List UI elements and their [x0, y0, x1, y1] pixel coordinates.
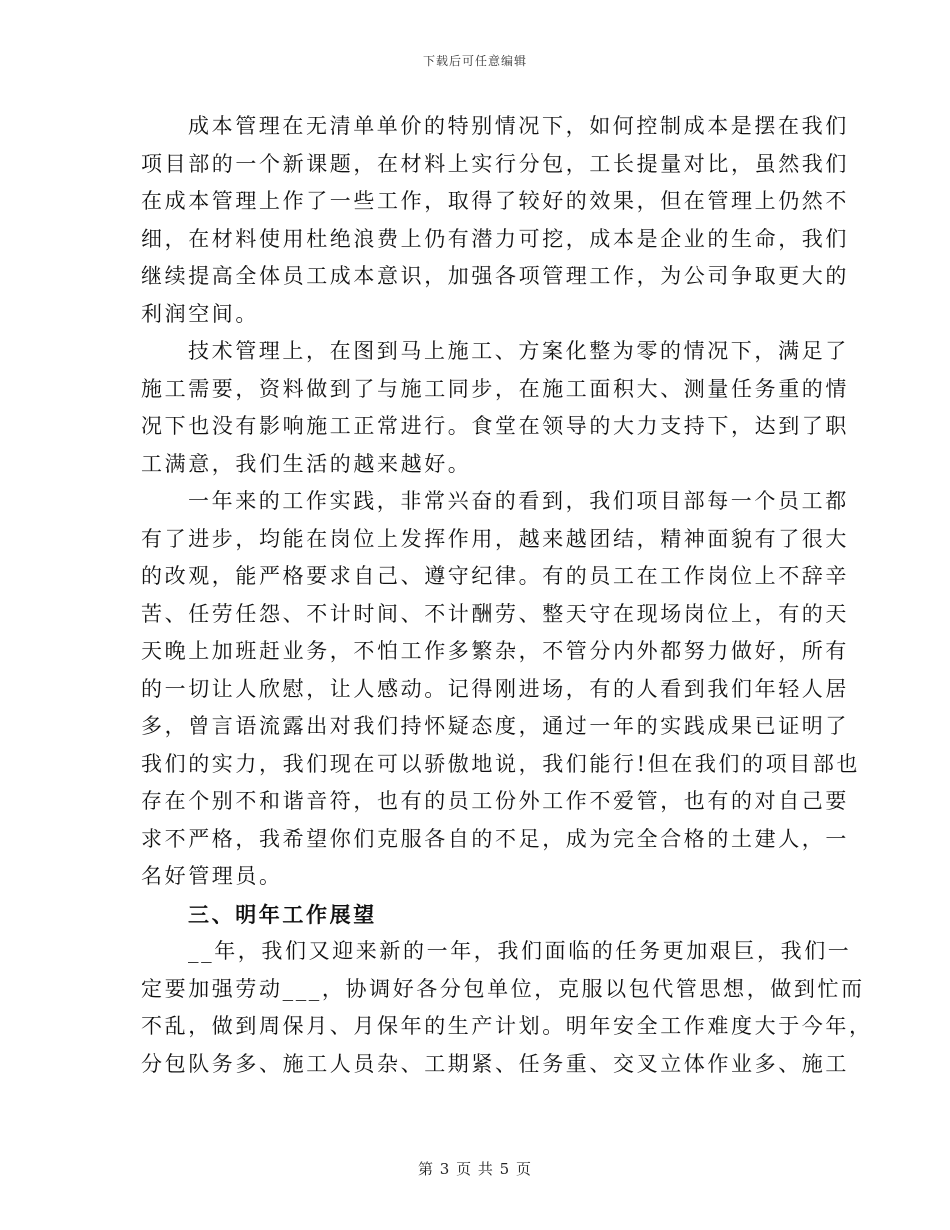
paragraph-line: 求不严格，我希望你们克服各自的不足，成为完全合格的土建人，一 — [141, 826, 849, 851]
paragraph-line: 技术管理上，在图到马上施工、方案化整为零的情况下，满足了 — [188, 339, 849, 363]
paragraph-line: __年，我们又迎来新的一年，我们面临的任务更加艰巨，我们一 — [188, 939, 852, 963]
paragraph-line: 施工需要，资料做到了与施工同步，在施工面积大、测量任务重的情 — [141, 376, 849, 401]
paragraph-line: 一年来的工作实践，非常兴奋的看到，我们项目部每一个员工都 — [188, 489, 849, 513]
paragraph-line: 多，曾言语流露出对我们持怀疑态度，通过一年的实践成果已证明了 — [141, 714, 849, 738]
paragraph-line: 不乱，做到周保月、月保年的生产计划。明年安全工作难度大于今年， — [141, 1014, 873, 1038]
paragraph-line: 继续提高全体员工成本意识，加强各项管理工作，为公司争取更大的 — [141, 264, 849, 288]
paragraph-line: 工满意，我们生活的越来越好。 — [141, 451, 472, 476]
paragraph-line: 有了进步，均能在岗位上发挥作用，越来越团结，精神面貌有了很大 — [141, 526, 849, 551]
paragraph-line: 名好管理员。 — [141, 864, 283, 888]
paragraph-line: 的改观，能严格要求自己、遵守纪律。有的员工在工作岗位上不辞辛 — [141, 564, 849, 588]
paragraph-line: 在成本管理上作了一些工作，取得了较好的效果，但在管理上仍然不 — [141, 189, 849, 213]
paragraph-line: 存在个别不和谐音符，也有的员工份外工作不爱管，也有的对自己要 — [141, 789, 849, 813]
paragraph-line: 苦、任劳任怨、不计时间、不计酬劳、整天守在现场岗位上，有的天 — [141, 601, 849, 626]
page-header: 下载后可任意编辑 — [422, 54, 527, 68]
section-heading: 三、明年工作展望 — [188, 901, 377, 927]
paragraph-line: 的一切让人欣慰，让人感动。记得刚进场，有的人看到我们年轻人居 — [141, 676, 849, 701]
paragraph-line: 定要加强劳动___，协调好各分包单位，克服以包代管思想，做到忙而 — [141, 976, 865, 1001]
paragraph-line: 天晚上加班赶业务，不怕工作多繁杂，不管分内外都努力做好，所有 — [141, 639, 849, 663]
paragraph-line: 分包队务多、施工人员杂、工期紧、任务重、交叉立体作业多、施工 — [141, 1051, 849, 1076]
paragraph-line: 利润空间。 — [141, 301, 259, 326]
paragraph-line: 况下也没有影响施工正常进行。食堂在领导的大力支持下，达到了职 — [141, 414, 849, 438]
paragraph-line: 我们的实力，我们现在可以骄傲地说，我们能行!但在我们的项目部也 — [141, 751, 861, 776]
paragraph-line: 项目部的一个新课题，在材料上实行分包，工长提量对比，虽然我们 — [141, 151, 849, 176]
paragraph-line: 成本管理在无清单单价的特别情况下，如何控制成本是摆在我们 — [188, 114, 849, 138]
page-footer: 第 3 页 共 5 页 — [418, 1160, 532, 1178]
paragraph-line: 细，在材料使用杜绝浪费上仍有潜力可挖，成本是企业的生命，我们 — [141, 226, 849, 251]
document-body — [141, 108, 873, 1083]
